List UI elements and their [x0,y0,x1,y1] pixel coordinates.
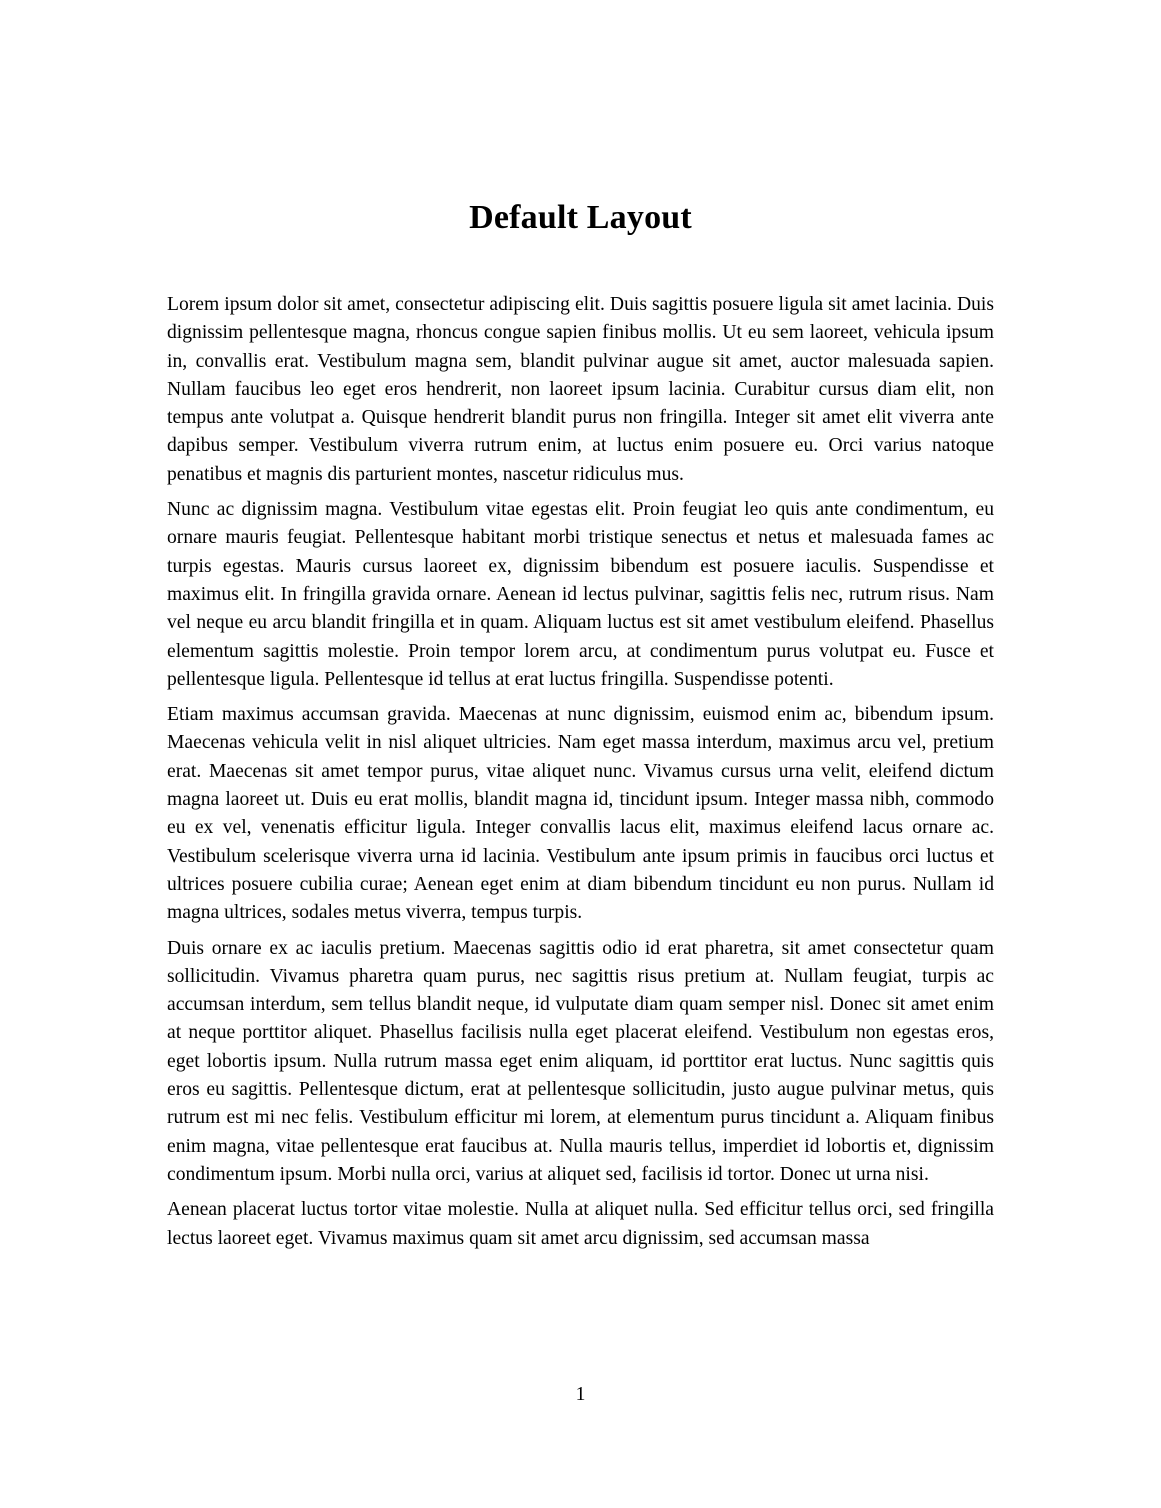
paragraph: Aenean placerat luctus tortor vitae molestie. Nulla at aliquet nulla. Sed efficitur tellus orci, sed fringilla lectus laoreet eget. Vivamus maximus quam sit amet arcu dignissim, sed accumsan massa [167,1199,994,1249]
paragraph: Duis ornare ex ac iaculis pretium. Maecenas sagittis odio id erat pharetra, sit amet consectetur quam sollicitudin. Vivamus pharetra quam purus, nec sagittis risus pretium at. Nullam feugiat, turpis ac accumsan interdum, sem tellus blandit neque, id vulputate diam quam semper nisl. Donec sit amet enim at neque porttitor aliquet. Phasellus facilisis nulla eget placerat eleifend. Vestibulum non egestas eros, eget lobortis ipsum. Nulla rutrum massa eget enim aliquam, id porttitor erat luctus. Nunc sagittis quis eros eu sagittis. Pellentesque dictum, erat at pellentesque sollicitudin, justo augue pulvinar metus, quis rutrum est mi nec felis. Vestibulum efficitur mi lorem, at elementum purus tincidunt a. Aliquam finibus enim magna, vitae pellentesque erat faucibus at. Nulla mauris tellus, imperdiet id lobortis et, dignissim condimentum ipsum. Morbi nulla orci, varius at aliquet sed, facilisis id tortor. Donec ut urna nisi. [167,937,994,1185]
paragraph: Etiam maximus accumsan gravida. Maecenas at nunc dignissim, euismod enim ac, bibendum ipsum. Maecenas vehicula velit in nisl aliquet ultricies. Nam eget massa interdum, maximus arcu vel, pretium erat. Maecenas sit amet tempor purus, vitae aliquet nunc. Vivamus cursus urna velit, eleifend dictum magna laoreet ut. Duis eu erat mollis, blandit magna id, tincidunt ipsum. Integer massa nibh, commodo eu ex vel, venenatis efficitur ligula. Integer convallis lacus elit, maximus eleifend lacus ornare ac. Vestibulum scelerisque viverra urna id lacinia. Vestibulum ante ipsum primis in faucibus orci luctus et ultrices posuere cubilia curae; Aenean eget enim at diam bibendum tincidunt eu non purus. Nullam id magna ultrices, sodales metus viverra, tempus turpis. [167,704,994,924]
paragraph: Nunc ac dignissim magna. Vestibulum vitae egestas elit. Proin feugiat leo quis ante condimentum, eu ornare mauris feugiat. Pellentesque habitant morbi tristique senectus et netus et malesuada fames ac turpis egestas. Mauris cursus laoreet ex, dignissim bibendum est posuere iaculis. Suspendisse et maximus elit. In fringilla gravida ornare. Aenean id lectus pulvinar, sagittis felis nec, rutrum risus. Nam vel neque eu arcu blandit fringilla et in quam. Aliquam luctus est sit amet vestibulum eleifend. Phasellus elementum sagittis molestie. Proin tempor lorem arcu, at condimentum purus volutpat eu. Fusce et pellentesque ligula. Pellentesque id tellus at erat luctus fringilla. Suspendisse potenti. [167,499,994,690]
page-number: 1 [575,1384,586,1405]
document-content [167,0,994,1253]
document-title: Default Layout [469,199,692,236]
paragraph: Lorem ipsum dolor sit amet, consectetur adipiscing elit. Duis sagittis posuere ligula sit amet lacinia. Duis dignissim pellentesque magna, rhoncus congue sapien finibus mollis. Ut eu sem laoreet, vehicula ipsum in, convallis erat. Vestibulum magna sem, blandit pulvinar augue sit amet, auctor malesuada sapien. Nullam faucibus leo eget eros hendrerit, non laoreet ipsum lacinia. Curabitur cursus diam elit, non tempus ante volutpat a. Quisque hendrerit blandit purus non fringilla. Integer sit amet elit viverra ante dapibus semper. Vestibulum viverra rutrum enim, at luctus enim posuere eu. Orci varius natoque penatibus et magnis dis parturient montes, nascetur ridiculus mus. [167,294,994,485]
